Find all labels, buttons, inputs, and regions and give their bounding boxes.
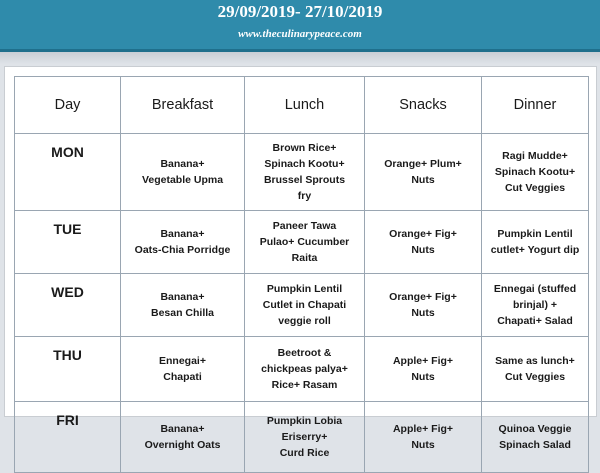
meal-line: Vegetable Upma <box>141 174 224 186</box>
meal-line: Cutlet in Chapati <box>262 299 347 311</box>
meal-line: Same as lunch+ <box>495 355 575 367</box>
dinner-cell <box>482 402 589 473</box>
lunch-cell <box>245 337 365 402</box>
meal-line: Eriserry+ <box>281 431 328 443</box>
meal-line: Nuts <box>411 307 435 319</box>
meal-line: Orange+ Plum+ <box>384 158 462 170</box>
meal-plan-card <box>4 66 597 459</box>
table-row <box>15 211 589 274</box>
meal-line: Beetroot & <box>277 347 332 359</box>
lunch-cell <box>245 402 365 473</box>
meal-line: Banana+ <box>160 158 205 170</box>
meal-line: Banana+ <box>160 423 205 435</box>
column-header-day: Day <box>15 77 121 134</box>
day-cell: TUE <box>15 211 121 274</box>
meal-line: Overnight Oats <box>144 439 221 451</box>
snacks-cell <box>365 402 482 473</box>
table-row <box>15 134 589 211</box>
meal-plan-table <box>14 76 589 473</box>
meal-line: Nuts <box>411 174 435 186</box>
day-cell: MON <box>15 134 121 211</box>
meal-line: Raita <box>291 252 318 264</box>
meal-line: Nuts <box>411 371 435 383</box>
lunch-cell <box>245 274 365 337</box>
lunch-cell <box>245 134 365 211</box>
column-header-dinner: Dinner <box>482 77 589 134</box>
column-header-snacks: Snacks <box>365 77 482 134</box>
meal-line: Cut Veggies <box>504 371 566 383</box>
meal-line: Nuts <box>411 439 435 451</box>
meal-line: Quinoa Veggie <box>498 423 572 435</box>
meal-line: Ennegai (stuffed <box>493 283 577 295</box>
meal-line: Pumpkin Lentil <box>266 283 343 295</box>
header-banner <box>0 0 600 52</box>
meal-line: Chapati+ Salad <box>497 315 573 327</box>
table-body <box>15 134 589 473</box>
meal-line: cutlet+ Yogurt dip <box>490 244 580 256</box>
meal-line: Oats-Chia Porridge <box>134 244 231 256</box>
meal-line: chickpeas palya+ <box>261 363 348 375</box>
meal-line: Cut Veggies <box>504 182 566 194</box>
lunch-cell <box>245 211 365 274</box>
column-header-lunch: Lunch <box>245 77 365 134</box>
breakfast-cell <box>121 134 245 211</box>
snacks-cell <box>365 274 482 337</box>
dinner-cell <box>482 134 589 211</box>
table-row <box>15 402 589 473</box>
meal-line: Ragi Mudde+ <box>502 150 568 162</box>
day-cell: WED <box>15 274 121 337</box>
meal-line: Pumpkin Lobia <box>266 415 343 427</box>
breakfast-cell <box>121 337 245 402</box>
website-link[interactable]: www.theculinarypeace.com <box>238 28 362 40</box>
date-range: 29/09/2019- 27/10/2019 <box>217 2 383 21</box>
dinner-cell <box>482 211 589 274</box>
meal-line: fry <box>297 190 312 202</box>
day-cell: THU <box>15 337 121 402</box>
table-row <box>15 337 589 402</box>
breakfast-cell <box>121 402 245 473</box>
day-cell: FRI <box>15 402 121 473</box>
meal-line: Besan Chilla <box>150 307 215 319</box>
column-header-breakfast: Breakfast <box>121 77 245 134</box>
meal-line: Spinach Salad <box>499 439 571 451</box>
snacks-cell <box>365 134 482 211</box>
meal-line: Brown Rice+ <box>272 142 337 154</box>
meal-line: Rice+ Rasam <box>271 379 338 391</box>
banner-shadow <box>0 52 600 64</box>
meal-line: Banana+ <box>160 291 205 303</box>
meal-line: Apple+ Fig+ <box>392 423 454 435</box>
meal-line: Spinach Kootu+ <box>264 158 345 170</box>
snacks-cell <box>365 337 482 402</box>
dinner-cell <box>482 274 589 337</box>
meal-line: Apple+ Fig+ <box>392 355 454 367</box>
meal-line: brinjal) + <box>512 299 558 311</box>
meal-line: Brussel Sprouts <box>263 174 346 186</box>
header-row <box>15 77 589 134</box>
meal-line: Curd Rice <box>279 447 330 459</box>
breakfast-cell <box>121 274 245 337</box>
meal-line: Banana+ <box>160 228 205 240</box>
meal-line: Nuts <box>411 244 435 256</box>
meal-line: Pumpkin Lentil <box>497 228 573 240</box>
meal-line: Orange+ Fig+ <box>389 291 457 303</box>
meal-line: Spinach Kootu+ <box>494 166 576 178</box>
meal-line: Paneer Tawa <box>272 220 337 232</box>
table-row <box>15 274 589 337</box>
meal-line: Pulao+ Cucumber <box>259 236 350 248</box>
breakfast-cell <box>121 211 245 274</box>
meal-line: Orange+ Fig+ <box>389 228 457 240</box>
dinner-cell <box>482 337 589 402</box>
meal-line: Chapati <box>163 371 202 383</box>
meal-line: veggie roll <box>278 315 331 327</box>
meal-line: Ennegai+ <box>159 355 206 367</box>
snacks-cell <box>365 211 482 274</box>
